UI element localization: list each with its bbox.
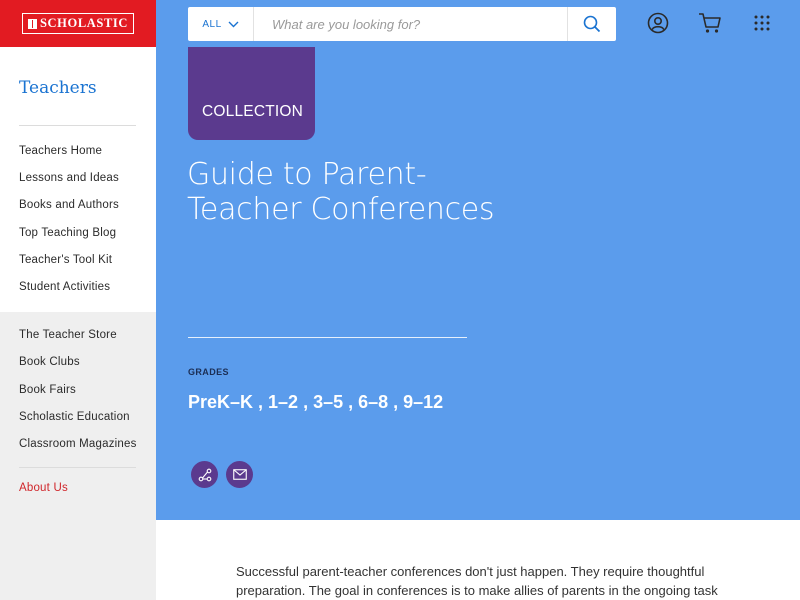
sidebar-item-about-us[interactable]: About Us: [19, 482, 68, 494]
logo-mark: [22, 13, 134, 34]
sidebar-item-book-fairs[interactable]: Book Fairs: [19, 384, 76, 396]
logo-text: SCHOLASTIC: [40, 16, 128, 30]
sidebar-item-top-teaching-blog[interactable]: Top Teaching Blog: [19, 227, 117, 239]
collection-tag: [188, 47, 315, 140]
sidebar-item-book-clubs[interactable]: Book Clubs: [19, 356, 80, 368]
grades-value: PreK–K , 1–2 , 3–5 , 6–8 , 9–12: [188, 392, 444, 412]
search-button[interactable]: [567, 7, 616, 41]
scholastic-logo[interactable]: [0, 0, 156, 47]
sidebar: [0, 0, 156, 600]
search-bar: [188, 7, 616, 41]
apps-grid-icon[interactable]: [750, 11, 774, 35]
email-icon: [233, 469, 247, 480]
sidebar-item-teacher-store[interactable]: The Teacher Store: [19, 329, 117, 341]
divider: [188, 337, 467, 338]
sidebar-item-student-activities[interactable]: Student Activities: [19, 281, 111, 293]
book-icon: [28, 19, 37, 29]
top-header: [156, 0, 800, 47]
collection-hero: [156, 47, 800, 520]
sidebar-item-lessons-and-ideas[interactable]: Lessons and Ideas: [19, 172, 119, 184]
search-scope-label: ALL: [202, 18, 222, 30]
search-icon: [583, 15, 601, 33]
intro-paragraph: Successful parent-teacher conferences don't just happen. They require thoughtful preparation. The goal in conferences is to make allies of parents in the ongoing task: [236, 564, 718, 598]
cart-icon[interactable]: [698, 11, 722, 35]
sidebar-item-teachers-tool-kit[interactable]: Teacher's Tool Kit: [19, 254, 113, 266]
account-icon[interactable]: [646, 11, 670, 35]
email-button[interactable]: [226, 461, 253, 488]
share-button[interactable]: [191, 461, 218, 488]
chevron-down-icon: [228, 21, 239, 28]
sidebar-item-classroom-magazines[interactable]: Classroom Magazines: [19, 438, 137, 450]
share-icon: [198, 468, 212, 482]
search-scope-dropdown[interactable]: [188, 7, 254, 41]
sidebar-item-books-and-authors[interactable]: Books and Authors: [19, 199, 119, 211]
secondary-nav: [0, 312, 156, 600]
page-title: Guide to Parent-Teacher Conferences: [187, 157, 495, 227]
collection-tag-label: COLLECTION: [202, 103, 304, 120]
divider: [19, 467, 136, 468]
section-title[interactable]: Teachers: [19, 78, 97, 98]
sidebar-item-scholastic-education[interactable]: Scholastic Education: [19, 411, 130, 423]
divider: [19, 125, 136, 126]
search-input[interactable]: [254, 7, 567, 41]
grades-label: GRADES: [188, 367, 229, 377]
sidebar-item-teachers-home[interactable]: Teachers Home: [19, 145, 103, 157]
